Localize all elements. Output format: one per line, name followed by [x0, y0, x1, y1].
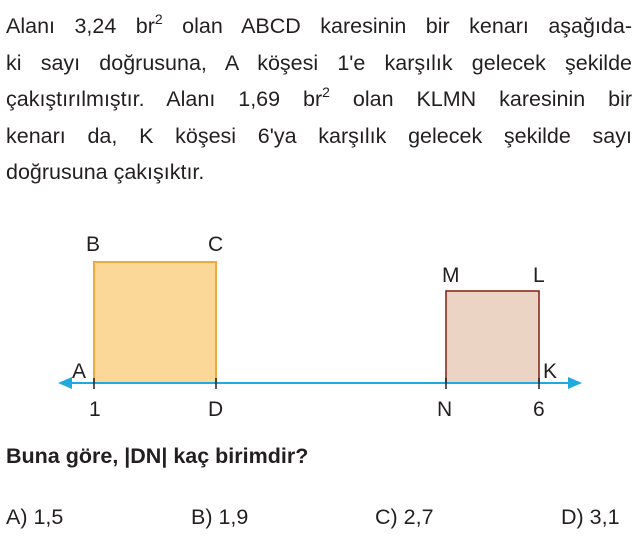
problem-line-1-text-end: olan ABCD karesinin bir kenarı aşağıda-: [162, 14, 632, 38]
problem-line-1: [6, 8, 632, 45]
vertex-label-m: M: [442, 264, 460, 287]
square-klmn: [446, 291, 539, 383]
problem-line-3-text-end: olan KLMN karesinin bir: [329, 87, 633, 111]
problem-line-5: doğrusuna çakışıktır.: [6, 160, 205, 184]
problem-statement: [6, 8, 632, 191]
vertex-label-n: N: [437, 398, 453, 421]
superscript-2: 2: [322, 84, 330, 100]
problem-line-2: ki sayı doğrusuna, A köşesi 1'e karşılık gelecek şekilde: [6, 50, 632, 75]
vertex-label-c: C: [208, 233, 224, 256]
point-label-1: 1: [89, 398, 101, 421]
vertex-label-b: B: [86, 233, 101, 256]
superscript-2: 2: [154, 11, 163, 27]
choice-d[interactable]: D) 3,1: [561, 505, 620, 529]
choice-c[interactable]: C) 2,7: [375, 505, 434, 529]
answer-choices: [0, 505, 637, 535]
choice-a[interactable]: A) 1,5: [6, 505, 64, 529]
vertex-label-a: A: [72, 360, 87, 383]
vertex-label-k: K: [543, 360, 558, 383]
problem-line-4: kenarı da, K köşesi 6'ya karşılık gelecek şekilde sayı: [6, 123, 632, 148]
number-line-figure: [0, 225, 637, 430]
square-abcd: [94, 262, 216, 383]
point-label-6: 6: [533, 398, 545, 421]
choice-b[interactable]: B) 1,9: [191, 505, 249, 529]
number-line-left-arrow: [58, 377, 72, 389]
question-text: Buna göre, |DN| kaç birimdir?: [6, 444, 309, 468]
problem-line-3: [6, 81, 632, 118]
problem-line-3-text: çakıştırılmıştır. Alanı 1,69 br: [6, 87, 323, 111]
vertex-label-d: D: [208, 398, 224, 421]
number-line-right-arrow: [568, 377, 582, 389]
problem-line-1-text: Alanı 3,24 br: [6, 14, 155, 38]
vertex-label-l: L: [533, 264, 545, 287]
